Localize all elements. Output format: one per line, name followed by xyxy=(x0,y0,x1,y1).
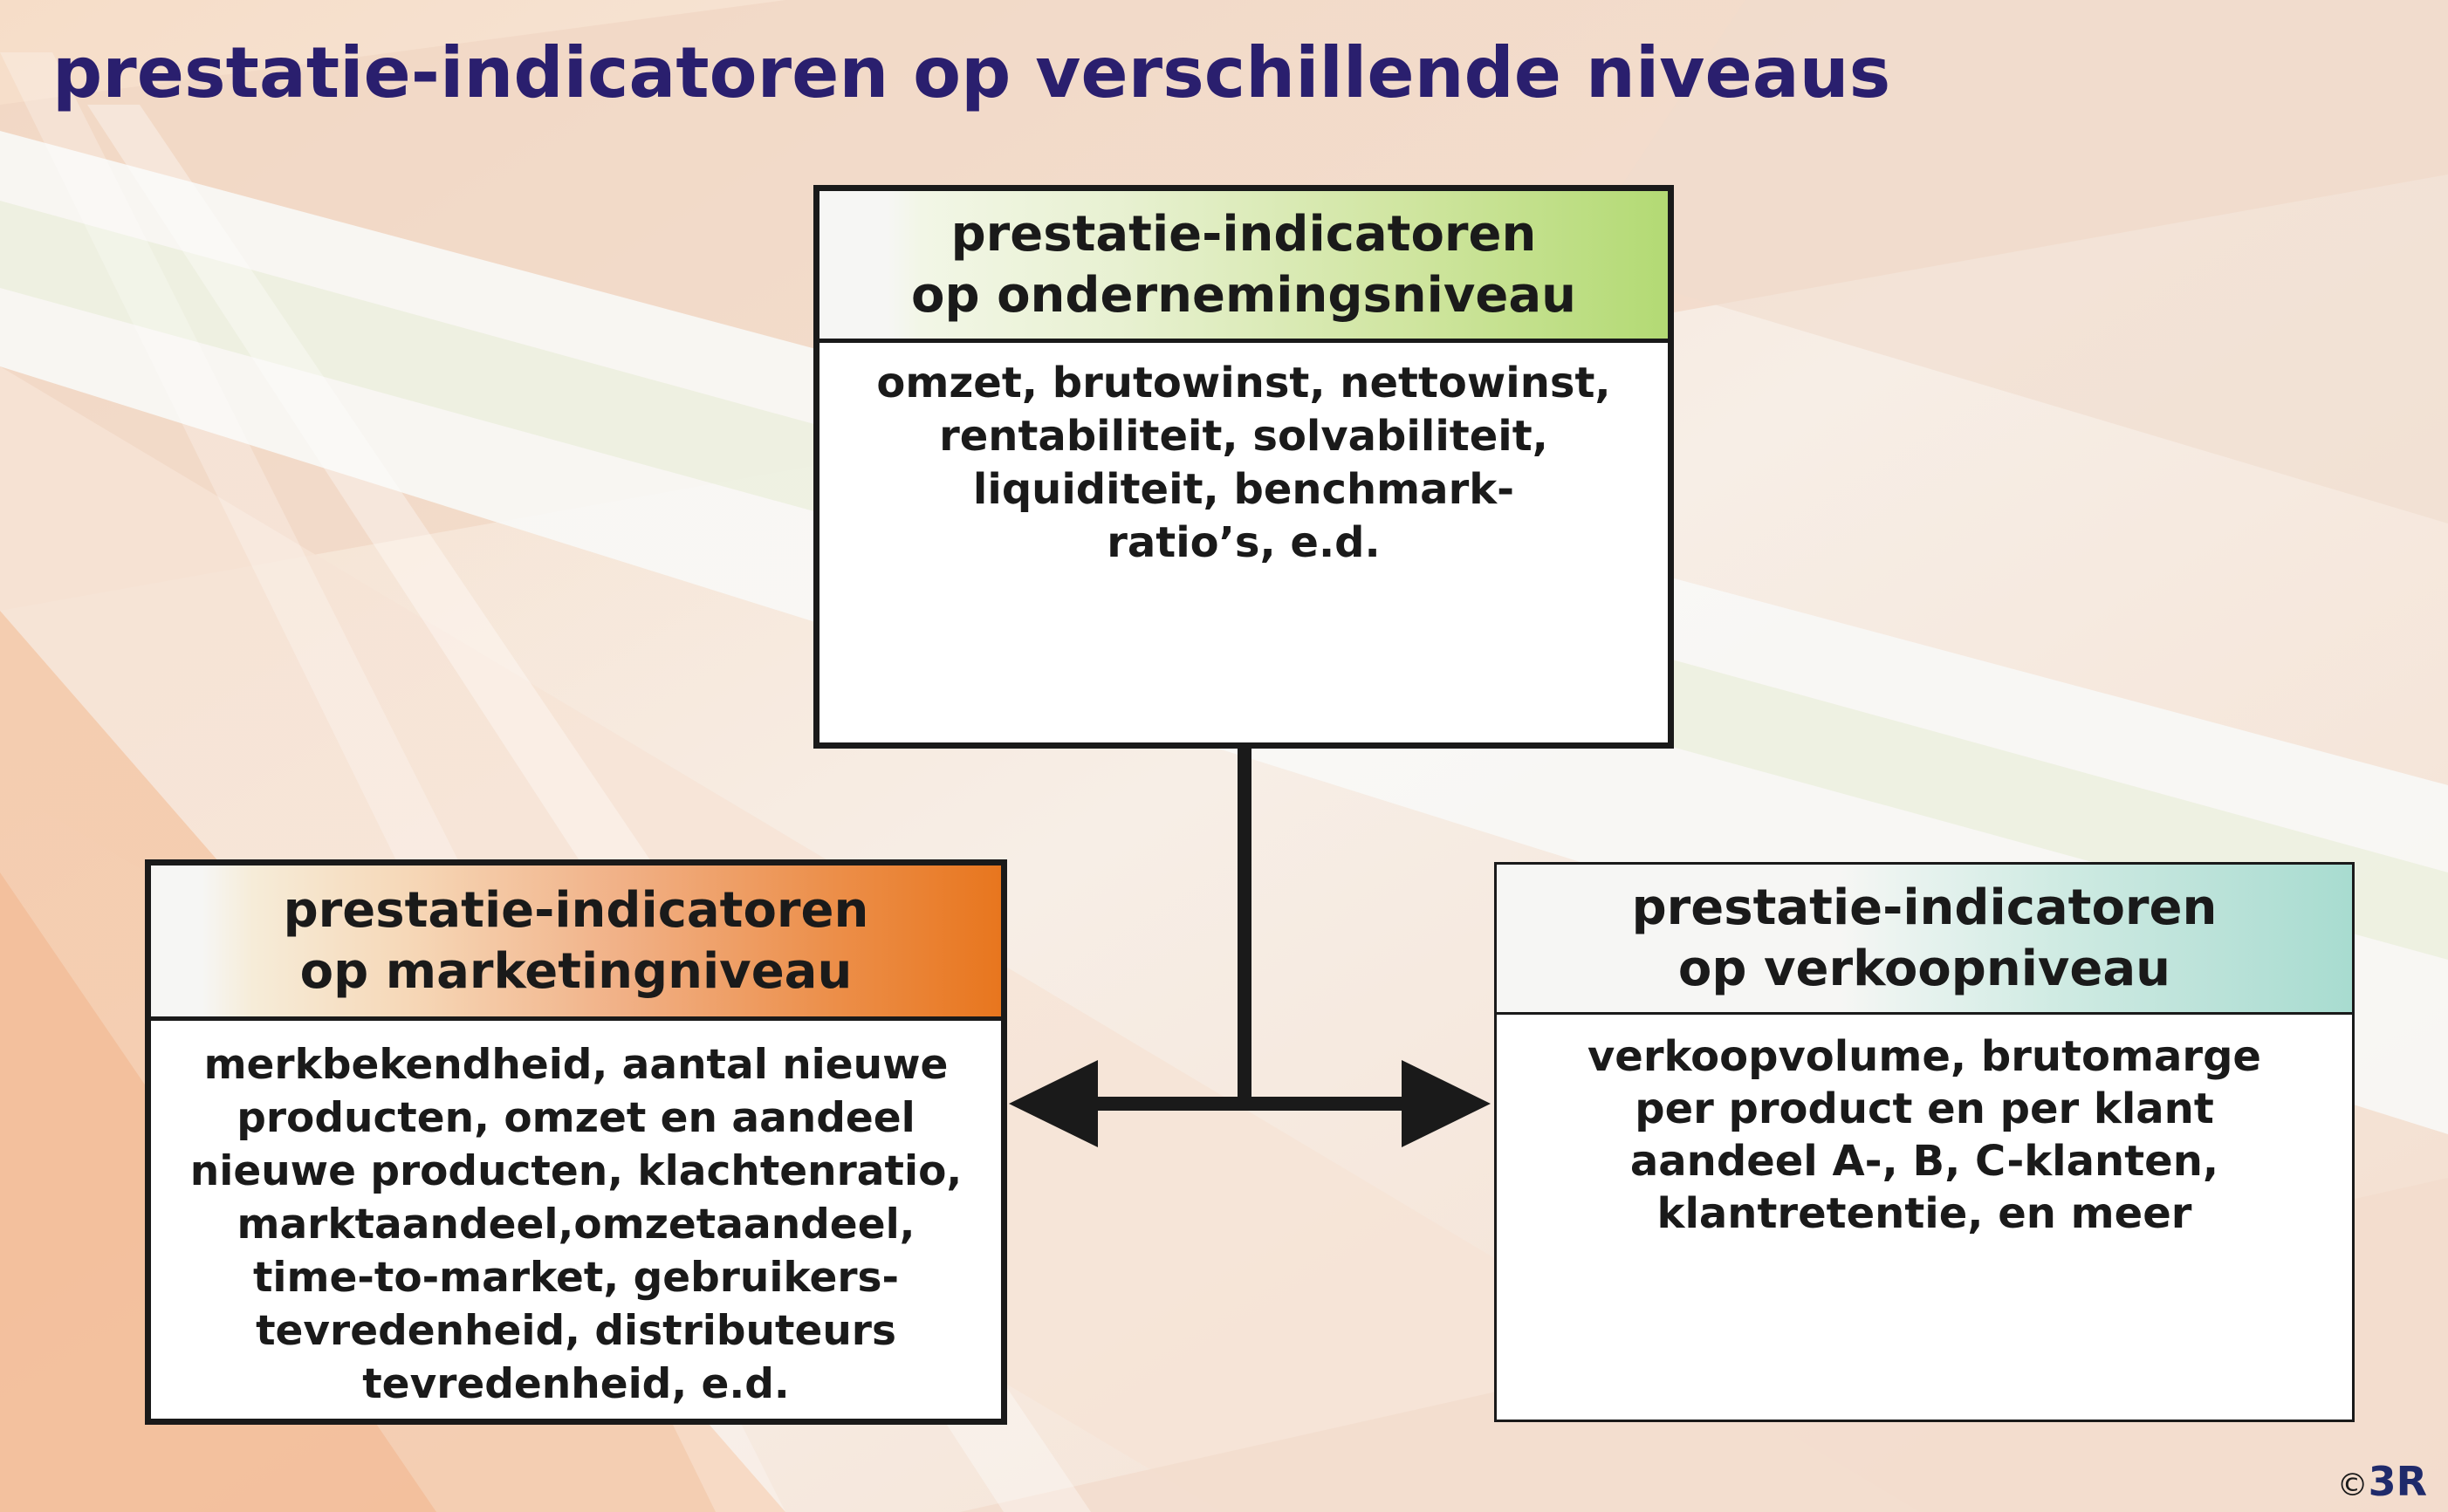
box-body xyxy=(819,357,1668,570)
box-header xyxy=(1497,865,2352,1015)
brand-logo: 3R xyxy=(2368,1458,2427,1505)
box-header xyxy=(819,191,1668,343)
box-header-line: prestatie-indicatoren xyxy=(950,205,1537,263)
box-body-line: rentabiliteit, solvabiliteit, xyxy=(939,412,1548,461)
box-body-line: merkbekendheid, aantal nieuwe xyxy=(203,1041,949,1089)
copyright-symbol: © xyxy=(2336,1468,2369,1503)
box-header-line: prestatie-indicatoren xyxy=(1631,879,2218,936)
box-body-line: producten, omzet en aandeel xyxy=(237,1094,915,1142)
box-header-line: op verkoopniveau xyxy=(1677,940,2171,997)
box-header xyxy=(151,865,1001,1021)
box-body xyxy=(1497,1030,2352,1240)
page-title: prestatie-indicatoren op verschillende niveaus xyxy=(52,32,1891,113)
box-body-line: tevredenheid, e.d. xyxy=(362,1360,790,1408)
box-company-level xyxy=(813,185,1674,749)
box-body-line: marktaandeel,omzetaandeel, xyxy=(237,1201,915,1249)
box-marketing-level xyxy=(145,859,1007,1425)
box-body-line: omzet, brutowinst, nettowinst, xyxy=(876,359,1611,407)
box-body-line: aandeel A-, B, C-klanten, xyxy=(1629,1137,2219,1186)
copyright-mark xyxy=(2336,1458,2427,1505)
box-body-line: verkoopvolume, brutomarge xyxy=(1587,1032,2261,1081)
box-body xyxy=(151,1038,1001,1411)
box-body-line: per product en per klant xyxy=(1635,1084,2214,1133)
box-body-line: liquiditeit, benchmark- xyxy=(972,465,1515,514)
box-header-line: op marketingniveau xyxy=(299,942,853,1000)
box-header-line: op ondernemingsniveau xyxy=(911,266,1576,324)
box-body-line: ratio’s, e.d. xyxy=(1107,518,1381,567)
box-sales-level xyxy=(1494,862,2355,1422)
box-body-line: tevredenheid, distributeurs xyxy=(256,1307,896,1355)
box-body-line: klantretentie, en meer xyxy=(1656,1189,2192,1238)
box-body-line: nieuwe producten, klachtenratio, xyxy=(189,1147,963,1195)
box-header-line: prestatie-indicatoren xyxy=(283,881,869,939)
box-body-line: time-to-market, gebruikers- xyxy=(252,1254,900,1302)
